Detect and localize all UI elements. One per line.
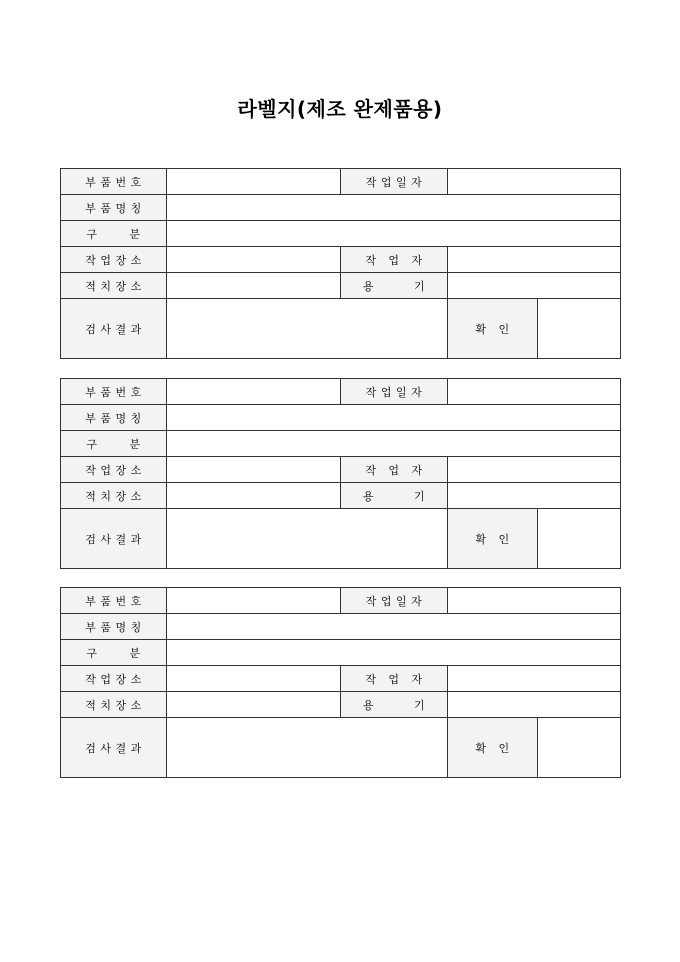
inspection-result-label: 검 사 결 과 — [61, 299, 167, 359]
row-part-number — [61, 169, 621, 195]
row-part-number — [61, 379, 621, 405]
row-inspection — [61, 299, 621, 359]
category-field[interactable] — [167, 221, 621, 247]
container-field[interactable] — [448, 692, 621, 718]
work-date-field[interactable] — [448, 379, 621, 405]
category-field[interactable] — [167, 640, 621, 666]
confirm-field[interactable] — [538, 509, 621, 569]
row-work-place — [61, 666, 621, 692]
work-place-field[interactable] — [167, 457, 341, 483]
container-label: 용 기 — [341, 273, 448, 299]
worker-field[interactable] — [448, 666, 621, 692]
label-form-1 — [60, 168, 621, 359]
row-storage-place — [61, 692, 621, 718]
part-name-field[interactable] — [167, 614, 621, 640]
part-number-field[interactable] — [167, 379, 341, 405]
storage-place-label: 적 치 장 소 — [61, 692, 167, 718]
storage-place-field[interactable] — [167, 692, 341, 718]
part-name-field[interactable] — [167, 195, 621, 221]
storage-place-field[interactable] — [167, 483, 341, 509]
row-work-place — [61, 247, 621, 273]
container-field[interactable] — [448, 273, 621, 299]
work-date-field[interactable] — [448, 588, 621, 614]
part-name-field[interactable] — [167, 405, 621, 431]
part-number-field[interactable] — [167, 169, 341, 195]
work-date-label: 작 업 일 자 — [341, 379, 448, 405]
confirm-field[interactable] — [538, 299, 621, 359]
inspection-result-field[interactable] — [167, 509, 448, 569]
storage-place-label: 적 치 장 소 — [61, 273, 167, 299]
container-field[interactable] — [448, 483, 621, 509]
row-part-name — [61, 614, 621, 640]
work-place-field[interactable] — [167, 666, 341, 692]
category-label: 구 분 — [61, 221, 167, 247]
work-date-label: 작 업 일 자 — [341, 588, 448, 614]
row-category — [61, 431, 621, 457]
worker-label: 작 업 자 — [341, 247, 448, 273]
inspection-result-field[interactable] — [167, 299, 448, 359]
inspection-result-label: 검 사 결 과 — [61, 718, 167, 778]
work-place-label: 작 업 장 소 — [61, 247, 167, 273]
work-place-label: 작 업 장 소 — [61, 457, 167, 483]
worker-field[interactable] — [448, 247, 621, 273]
part-number-label: 부 품 번 호 — [61, 588, 167, 614]
label-form-2 — [60, 378, 621, 569]
part-name-label: 부 품 명 칭 — [61, 195, 167, 221]
page-title: 라벨지(제조 완제품용) — [237, 97, 443, 121]
work-date-label: 작 업 일 자 — [341, 169, 448, 195]
row-part-number — [61, 588, 621, 614]
confirm-label: 확 인 — [448, 509, 538, 569]
row-storage-place — [61, 273, 621, 299]
part-name-label: 부 품 명 칭 — [61, 405, 167, 431]
row-category — [61, 640, 621, 666]
work-place-field[interactable] — [167, 247, 341, 273]
work-place-label: 작 업 장 소 — [61, 666, 167, 692]
part-number-label: 부 품 번 호 — [61, 379, 167, 405]
confirm-label: 확 인 — [448, 718, 538, 778]
row-part-name — [61, 195, 621, 221]
row-storage-place — [61, 483, 621, 509]
part-number-field[interactable] — [167, 588, 341, 614]
part-name-label: 부 품 명 칭 — [61, 614, 167, 640]
confirm-label: 확 인 — [448, 299, 538, 359]
container-label: 용 기 — [341, 692, 448, 718]
row-work-place — [61, 457, 621, 483]
part-number-label: 부 품 번 호 — [61, 169, 167, 195]
worker-label: 작 업 자 — [341, 457, 448, 483]
container-label: 용 기 — [341, 483, 448, 509]
inspection-result-label: 검 사 결 과 — [61, 509, 167, 569]
storage-place-field[interactable] — [167, 273, 341, 299]
confirm-field[interactable] — [538, 718, 621, 778]
row-category — [61, 221, 621, 247]
inspection-result-field[interactable] — [167, 718, 448, 778]
row-part-name — [61, 405, 621, 431]
storage-place-label: 적 치 장 소 — [61, 483, 167, 509]
worker-field[interactable] — [448, 457, 621, 483]
category-label: 구 분 — [61, 431, 167, 457]
row-inspection — [61, 718, 621, 778]
category-label: 구 분 — [61, 640, 167, 666]
row-inspection — [61, 509, 621, 569]
category-field[interactable] — [167, 431, 621, 457]
work-date-field[interactable] — [448, 169, 621, 195]
worker-label: 작 업 자 — [341, 666, 448, 692]
label-form-3 — [60, 587, 621, 778]
